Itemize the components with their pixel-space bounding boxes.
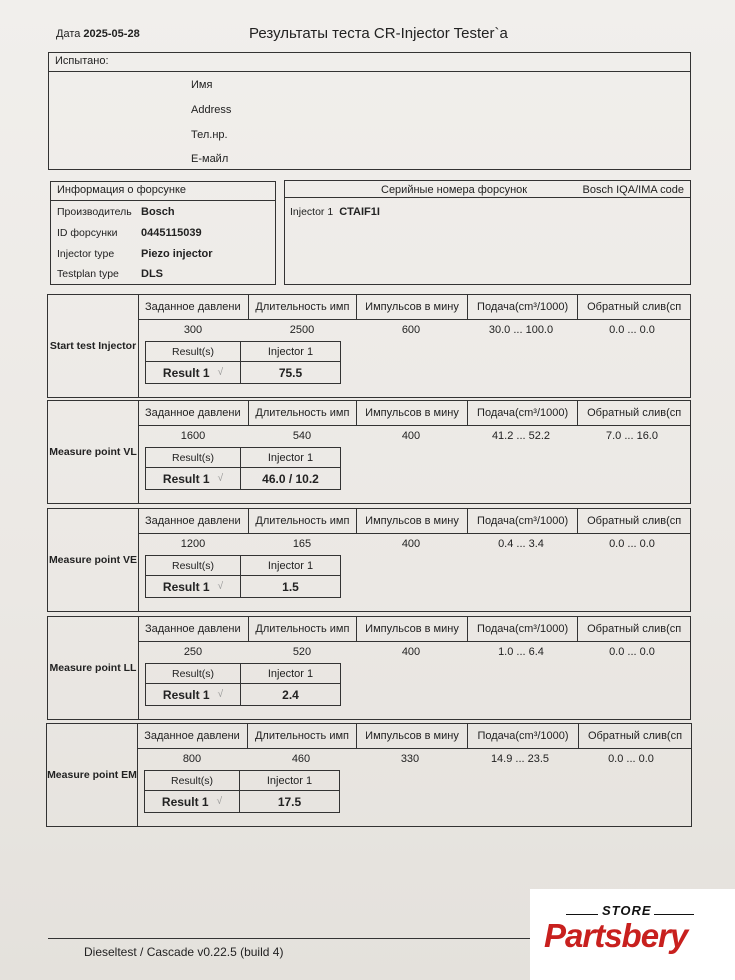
iqa-code-title: Bosch IQA/IMA code (582, 184, 684, 196)
test-value: 1600 (180, 430, 206, 442)
result-injector-label: Injector 1 (267, 667, 314, 680)
test-value: 41.2 ... 52.2 (491, 430, 551, 442)
test-value: 0.0 ... 0.0 (609, 324, 655, 336)
date-label: Дата (56, 28, 81, 40)
result-value: 2.4 (282, 687, 299, 702)
logo-brand-text: Partsbery (544, 917, 688, 954)
test-value: 0.0 ... 0.0 (609, 538, 655, 550)
test-value: 400 (401, 646, 421, 658)
test-value: 2500 (289, 324, 315, 336)
test-value: 7.0 ... 16.0 (606, 430, 658, 442)
info-row-testplan-type: Testplan type DLS (57, 268, 163, 280)
column-header: Обратный слив(сп (587, 407, 682, 419)
column-header: Импульсов в мину (357, 401, 468, 425)
column-header: Заданное давлени (137, 724, 248, 748)
test-value: 14.9 ... 23.5 (490, 753, 550, 765)
tested-title: Испытано: (49, 53, 690, 72)
test-value: 1200 (180, 538, 206, 550)
test-value: 0.4 ... 3.4 (498, 538, 544, 550)
column-header: Длительность имп (249, 295, 358, 319)
column-header: Подача(cm³/1000) (468, 617, 579, 641)
check-mark-icon: √ (217, 581, 224, 592)
test-block-3 (47, 508, 691, 612)
column-header: Импульсов в мину (357, 617, 468, 641)
logo-line-left (566, 914, 598, 915)
injector-info-title: Информация о форсунке (51, 182, 275, 201)
test-value: 0.0 ... 0.0 (608, 753, 654, 765)
result-value: 46.0 / 10.2 (262, 471, 319, 486)
column-header: Длительность имп (248, 724, 357, 748)
injector-code: CTAIF1I (339, 206, 380, 218)
column-header: Обратный слив(сп (587, 623, 682, 635)
test-header-row (138, 295, 690, 320)
column-header: Длительность имп (249, 617, 358, 641)
test-value: 1.0 ... 6.4 (498, 646, 544, 658)
test-value: 800 (182, 753, 202, 765)
serial-injector-1: Injector 1 CTAIF1I (290, 206, 380, 218)
result-injector-label: Injector 1 (267, 345, 314, 358)
logo-line-right (654, 914, 694, 915)
column-header: Подача(cm³/1000) (468, 509, 579, 533)
column-header: Обратный слив(сп (587, 301, 682, 313)
test-value: 250 (183, 646, 203, 658)
result-table (145, 341, 341, 384)
result-table (145, 447, 341, 490)
test-value: 600 (401, 324, 421, 336)
result-label: Result(s) (145, 771, 240, 790)
serial-header (285, 181, 690, 198)
test-values-row (138, 641, 690, 663)
column-header: Заданное давлени (138, 617, 249, 641)
column-header: Заданное давлени (138, 509, 249, 533)
info-row-injector-id: ID форсунки 0445115039 (57, 227, 202, 239)
tested-section (48, 52, 691, 170)
test-value: 300 (183, 324, 203, 336)
result-row-label: Result 1 √ (146, 362, 241, 383)
result-table (145, 663, 341, 706)
check-mark-icon: √ (217, 689, 224, 700)
test-name: Start test Injector (48, 295, 139, 397)
column-header: Обратный слив(сп (587, 730, 683, 742)
serial-title: Серийные номера форсунок (381, 184, 528, 196)
test-header-row (138, 401, 690, 426)
test-value: 0.0 ... 0.0 (609, 646, 655, 658)
report-date (56, 28, 140, 40)
test-header-row (137, 724, 691, 749)
test-value: 540 (292, 430, 312, 442)
column-header: Подача(cm³/1000) (468, 401, 579, 425)
test-value: 400 (401, 538, 421, 550)
column-header: Заданное давлени (138, 295, 249, 319)
test-value: 460 (291, 753, 311, 765)
test-values-row (138, 533, 690, 555)
footer-divider (48, 938, 538, 939)
result-table (145, 555, 341, 598)
check-mark-icon: √ (217, 473, 224, 484)
column-header: Подача(cm³/1000) (468, 724, 579, 748)
result-label: Result(s) (146, 664, 241, 683)
test-value: 330 (400, 753, 420, 765)
result-value: 1.5 (282, 579, 299, 594)
result-injector-label: Injector 1 (267, 559, 314, 572)
test-values-row (138, 425, 690, 447)
date-value: 2025-05-28 (83, 28, 140, 40)
result-row-label: Result 1 √ (145, 791, 240, 812)
column-header: Импульсов в мину (357, 724, 468, 748)
column-header: Подача(cm³/1000) (468, 295, 579, 319)
field-email: E-майл (191, 153, 229, 165)
test-block-4 (47, 616, 691, 720)
test-name: Measure point EM (47, 724, 138, 826)
test-header-row (138, 509, 690, 534)
test-value: 520 (292, 646, 312, 658)
result-value: 17.5 (277, 794, 302, 809)
test-block-5 (46, 723, 692, 827)
check-mark-icon: √ (217, 367, 224, 378)
field-phone: Тел.нр. (191, 129, 228, 141)
test-values-row (137, 748, 691, 770)
report-title: Результаты теста CR-Injector Tester`a (249, 25, 508, 42)
result-injector-label: Injector 1 (266, 774, 313, 787)
test-value: 165 (292, 538, 312, 550)
result-row-label: Result 1 √ (146, 576, 241, 597)
result-label: Result(s) (146, 448, 241, 467)
result-injector-label: Injector 1 (267, 451, 314, 464)
test-name: Measure point LL (48, 617, 139, 719)
column-header: Обратный слив(сп (587, 515, 682, 527)
serial-numbers-section (284, 180, 691, 285)
result-row-label: Result 1 √ (146, 468, 241, 489)
column-header: Импульсов в мину (357, 295, 468, 319)
info-row-manufacturer: Производитель Bosch (57, 206, 175, 218)
test-name: Measure point VE (48, 509, 139, 611)
test-block-1 (47, 294, 691, 398)
result-row-label: Result 1 √ (146, 684, 241, 705)
partsbery-logo (530, 889, 735, 980)
logo-store-text: STORE (602, 903, 652, 918)
test-value: 400 (401, 430, 421, 442)
test-value: 30.0 ... 100.0 (488, 324, 554, 336)
column-header: Импульсов в мину (357, 509, 468, 533)
software-version: Dieseltest / Cascade v0.22.5 (build 4) (84, 945, 284, 959)
field-name: Имя (191, 79, 213, 91)
column-header: Длительность имп (249, 509, 358, 533)
test-block-2 (47, 400, 691, 504)
field-address: Address (191, 104, 232, 116)
column-header: Длительность имп (249, 401, 358, 425)
test-values-row (138, 319, 690, 341)
injector-info-section (50, 181, 276, 285)
result-label: Result(s) (146, 342, 241, 361)
column-header: Заданное давлени (138, 401, 249, 425)
test-header-row (138, 617, 690, 642)
info-row-injector-type: Injector type Piezo injector (57, 248, 213, 260)
check-mark-icon: √ (216, 796, 223, 807)
test-name: Measure point VL (48, 401, 139, 503)
result-label: Result(s) (146, 556, 241, 575)
result-value: 75.5 (278, 365, 303, 380)
result-table (144, 770, 340, 813)
